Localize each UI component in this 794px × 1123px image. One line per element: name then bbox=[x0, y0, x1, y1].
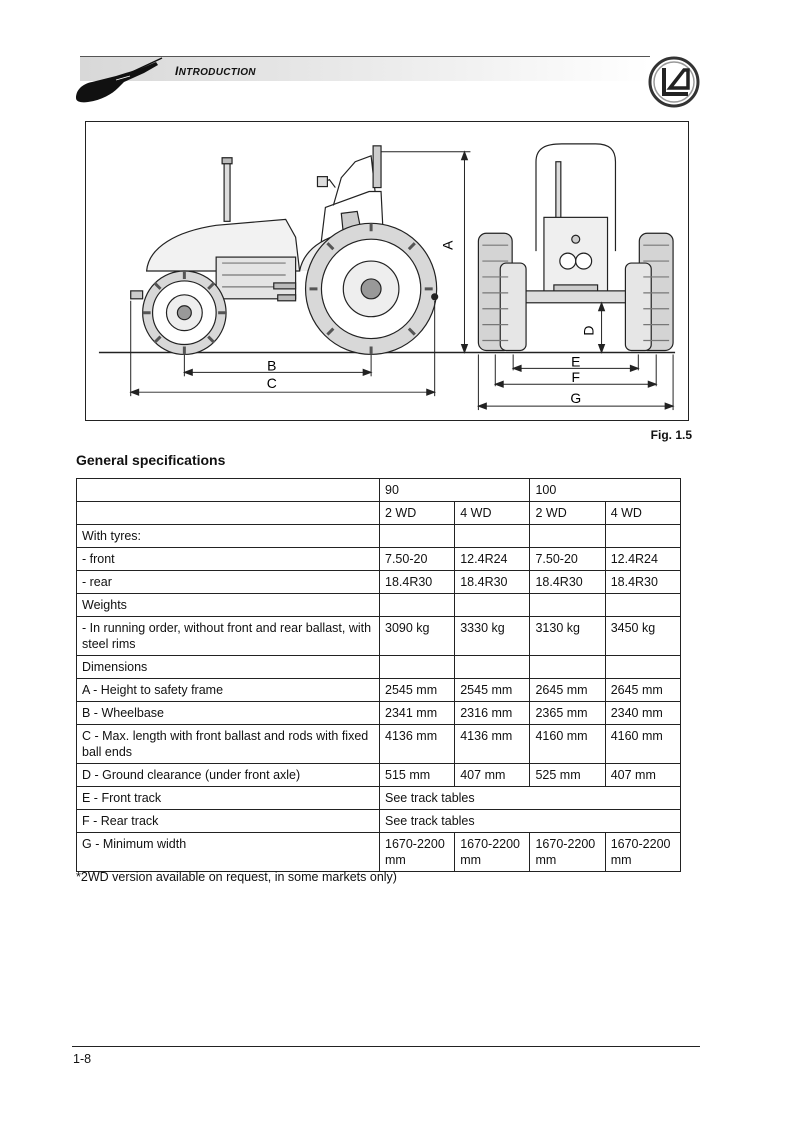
table-cell bbox=[455, 656, 530, 679]
table-row bbox=[77, 548, 681, 571]
table-row bbox=[77, 833, 681, 872]
table-cell bbox=[605, 525, 680, 548]
table-cell: 18.4R30 bbox=[455, 571, 530, 594]
table-cell: See track tables bbox=[380, 787, 681, 810]
tractor-dimension-figure bbox=[85, 121, 689, 421]
brand-logo-icon bbox=[646, 54, 702, 110]
table-cell bbox=[380, 594, 455, 617]
table-cell: 2340 mm bbox=[605, 702, 680, 725]
table-row bbox=[77, 764, 681, 787]
table-row bbox=[77, 571, 681, 594]
table-cell: 407 mm bbox=[605, 764, 680, 787]
table-cell bbox=[380, 525, 455, 548]
table-cell bbox=[77, 502, 380, 525]
table-row bbox=[77, 525, 681, 548]
table-row bbox=[77, 617, 681, 656]
table-cell bbox=[605, 656, 680, 679]
tractor-drawing bbox=[86, 122, 688, 420]
drive-header: 4 WD bbox=[605, 502, 680, 525]
table-cell: 2645 mm bbox=[605, 679, 680, 702]
pointing-hand-icon bbox=[72, 54, 168, 110]
table-row bbox=[77, 679, 681, 702]
table-cell bbox=[455, 594, 530, 617]
row-label: Weights bbox=[77, 594, 380, 617]
table-cell: 4160 mm bbox=[530, 725, 605, 764]
table-row bbox=[77, 810, 681, 833]
table-cell: 1670-2200 mm bbox=[530, 833, 605, 872]
table-cell: 7.50-20 bbox=[530, 548, 605, 571]
table-row bbox=[77, 502, 681, 525]
model-header-100: 100 bbox=[530, 479, 681, 502]
table-cell: 1670-2200 mm bbox=[455, 833, 530, 872]
table-cell: 18.4R30 bbox=[605, 571, 680, 594]
table-cell: 3090 kg bbox=[380, 617, 455, 656]
row-label: D - Ground clearance (under front axle) bbox=[77, 764, 380, 787]
row-label: F - Rear track bbox=[77, 810, 380, 833]
dimension-label-e: E bbox=[571, 353, 581, 370]
table-cell: 4136 mm bbox=[455, 725, 530, 764]
dimension-label-g: G bbox=[570, 390, 582, 407]
model-header-90: 90 bbox=[380, 479, 530, 502]
table-cell: 18.4R30 bbox=[380, 571, 455, 594]
table-cell: 12.4R24 bbox=[605, 548, 680, 571]
specifications-table bbox=[76, 478, 681, 872]
table-cell bbox=[380, 656, 455, 679]
row-label: A - Height to safety frame bbox=[77, 679, 380, 702]
table-cell: 3330 kg bbox=[455, 617, 530, 656]
table-cell bbox=[605, 594, 680, 617]
drive-header: 2 WD bbox=[380, 502, 455, 525]
footnote: *2WD version available on request, in some markets only) bbox=[76, 870, 397, 884]
side-view-tractor bbox=[131, 146, 438, 355]
row-label: With tyres: bbox=[77, 525, 380, 548]
row-label: E - Front track bbox=[77, 787, 380, 810]
table-cell bbox=[77, 479, 380, 502]
table-row bbox=[77, 702, 681, 725]
table-cell: 515 mm bbox=[380, 764, 455, 787]
table-cell: See track tables bbox=[380, 810, 681, 833]
table-cell: 2341 mm bbox=[380, 702, 455, 725]
row-label: - rear bbox=[77, 571, 380, 594]
page-number: 1-8 bbox=[73, 1052, 92, 1066]
section-title: INTRODUCTION bbox=[175, 64, 256, 78]
dimension-label-f: F bbox=[571, 369, 580, 386]
row-label: G - Minimum width bbox=[77, 833, 380, 872]
footer-divider bbox=[72, 1046, 700, 1047]
table-cell: 2545 mm bbox=[380, 679, 455, 702]
table-cell: 3130 kg bbox=[530, 617, 605, 656]
row-label: - front bbox=[77, 548, 380, 571]
table-cell: 1670-2200 mm bbox=[380, 833, 455, 872]
specifications-heading: General specifications bbox=[76, 452, 226, 468]
page-header bbox=[72, 54, 702, 114]
table-cell: 18.4R30 bbox=[530, 571, 605, 594]
dimension-label-a: A bbox=[439, 240, 456, 250]
table-row bbox=[77, 656, 681, 679]
table-cell: 3450 kg bbox=[605, 617, 680, 656]
drive-header: 4 WD bbox=[455, 502, 530, 525]
dimension-label-c: C bbox=[266, 375, 277, 392]
table-cell: 2545 mm bbox=[455, 679, 530, 702]
table-cell bbox=[530, 525, 605, 548]
row-label: Dimensions bbox=[77, 656, 380, 679]
table-row bbox=[77, 594, 681, 617]
table-row bbox=[77, 725, 681, 764]
table-row bbox=[77, 479, 681, 502]
table-cell bbox=[455, 525, 530, 548]
drive-header: 2 WD bbox=[530, 502, 605, 525]
dimension-label-b: B bbox=[267, 357, 277, 374]
table-cell: 12.4R24 bbox=[455, 548, 530, 571]
table-cell: 4136 mm bbox=[380, 725, 455, 764]
table-cell: 2645 mm bbox=[530, 679, 605, 702]
table-cell: 4160 mm bbox=[605, 725, 680, 764]
table-cell: 525 mm bbox=[530, 764, 605, 787]
table-cell: 407 mm bbox=[455, 764, 530, 787]
table-cell: 2365 mm bbox=[530, 702, 605, 725]
table-cell: 1670-2200 mm bbox=[605, 833, 680, 872]
table-cell bbox=[530, 594, 605, 617]
figure-caption: Fig. 1.5 bbox=[650, 428, 692, 442]
front-view-tractor bbox=[478, 144, 673, 351]
table-cell: 2316 mm bbox=[455, 702, 530, 725]
row-label: C - Max. length with front ballast and rods with fixed ball ends bbox=[77, 725, 380, 764]
table-row bbox=[77, 787, 681, 810]
table-cell: 7.50-20 bbox=[380, 548, 455, 571]
table-cell bbox=[530, 656, 605, 679]
row-label: B - Wheelbase bbox=[77, 702, 380, 725]
row-label: - In running order, without front and rear ballast, with steel rims bbox=[77, 617, 380, 656]
dimension-label-d: D bbox=[580, 325, 597, 336]
